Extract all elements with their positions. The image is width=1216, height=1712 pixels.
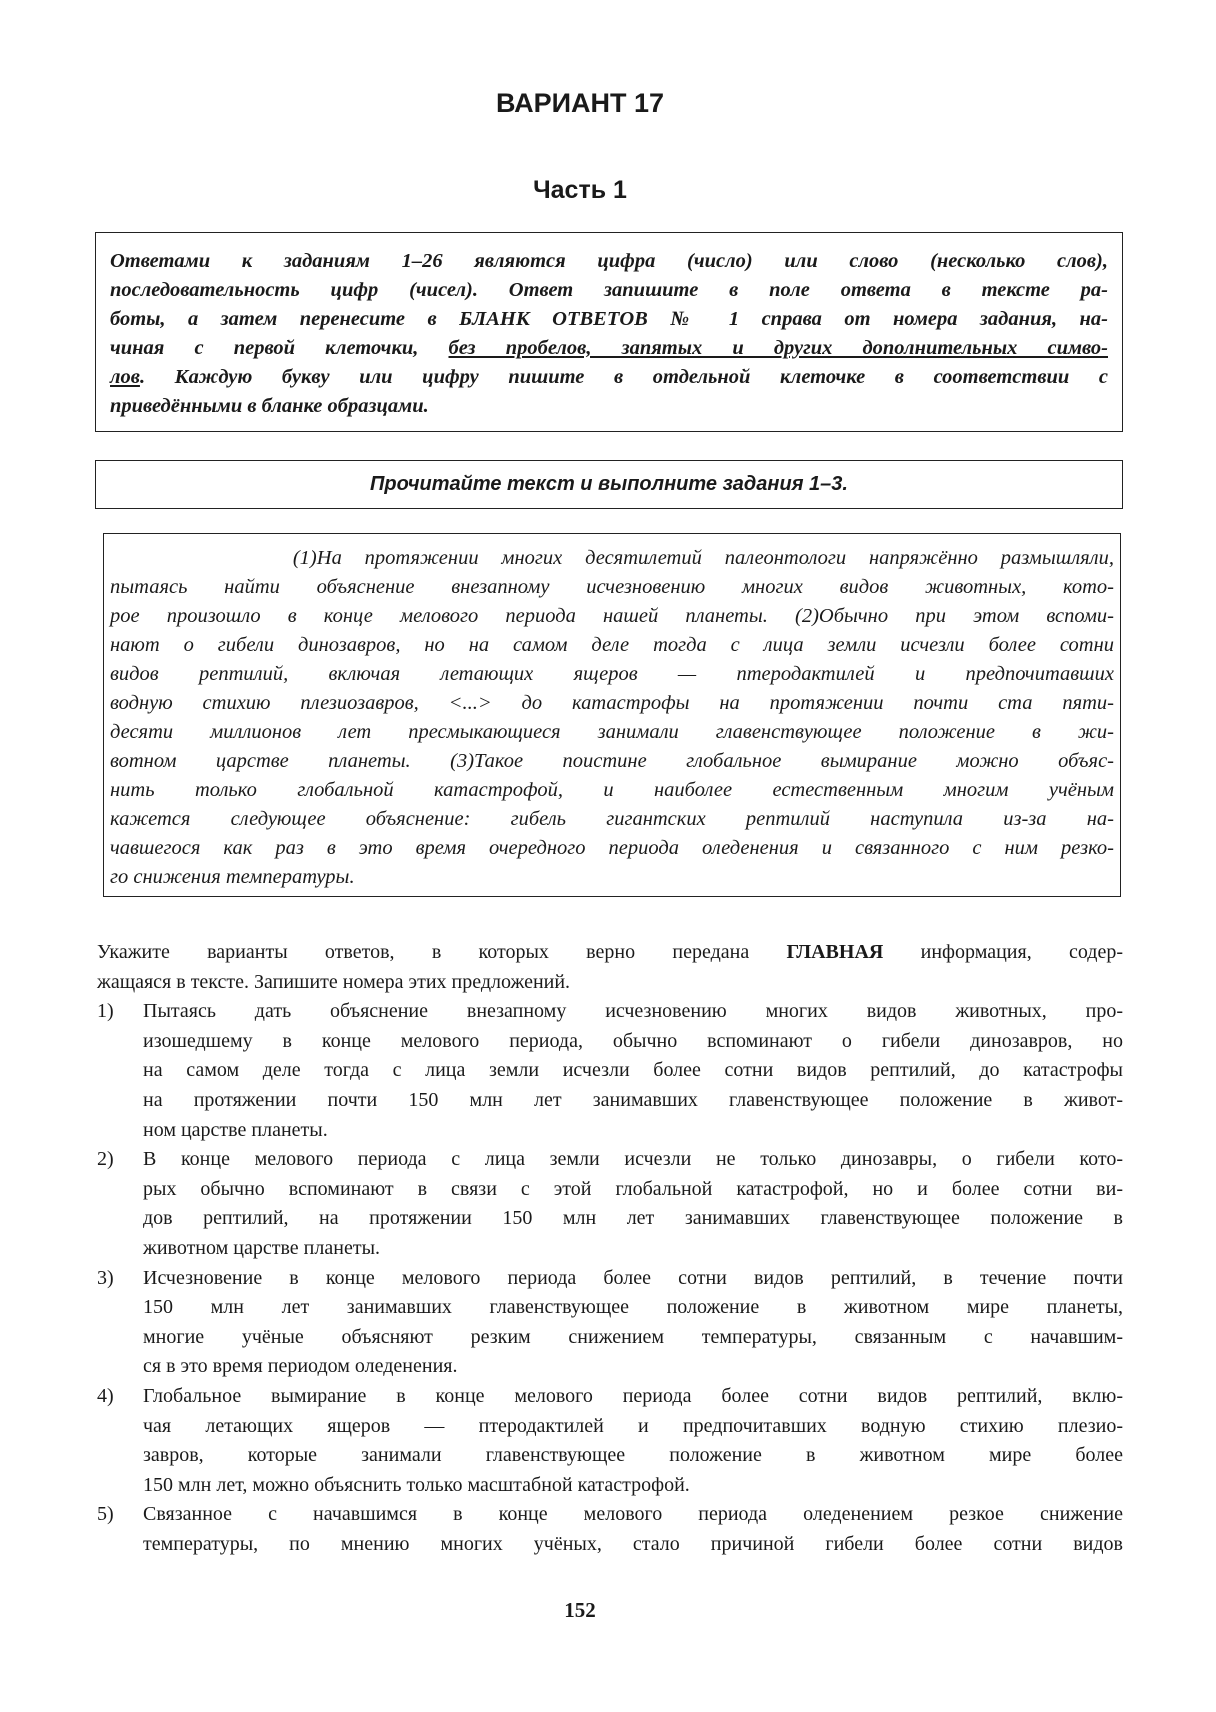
passage-line: видов рептилий, включая летающих ящеров — птеродактилей и предпочитавших: [110, 663, 1114, 685]
passage-line: чавшегося как раз в это время очередного периода оледенения и связанного с ним резко-: [110, 837, 1114, 859]
option-line: многие учёные объясняют резким снижением температуры, связанным с начавшим-: [143, 1325, 1123, 1348]
option-line: Пытаясь дать объяснение внезапному исчезновению многих видов животных, про-: [143, 1000, 1123, 1023]
text-segment: Укажите варианты ответов, в которых верно передана: [97, 941, 787, 963]
text-segment: жащаяся в тексте. Запишите номера этих предложений.: [97, 970, 571, 993]
question-text: [97, 938, 1123, 997]
option-line: ся в это время периодом оледенения.: [143, 1355, 458, 1378]
answer-options: [97, 997, 1123, 1559]
variant-title: ВАРИАНТ 17: [495, 88, 665, 118]
underlined-text: без пробелов, запятых и других дополнительных симво-: [448, 337, 1108, 359]
option-line: дов рептилий, на протяжении 150 млн лет занимавших главенствующее положение в: [143, 1207, 1123, 1230]
text-segment: информация, содер-: [883, 941, 1123, 963]
option-line: рых обычно вспоминают в связи с этой глобальной катастрофой, но и более сотни ви-: [143, 1177, 1123, 1200]
option-number: 3): [97, 1266, 114, 1289]
answer-option: [97, 1145, 1123, 1263]
question-section: [97, 938, 1123, 1559]
text-segment: . Каждую букву или цифру пишите в отдельной клеточке в соответствии с: [139, 366, 1108, 388]
option-line: Исчезновение в конце мелового периода более сотни видов рептилий, в течение почти: [143, 1266, 1123, 1289]
option-line: ном царстве планеты.: [143, 1118, 328, 1141]
option-line: Связанное с начавшимся в конце мелового периода оледенением резкое снижение: [143, 1503, 1123, 1526]
option-line: 150 млн лет, можно объяснить только масштабной катастрофой.: [143, 1473, 690, 1496]
bold-text: ГЛАВНАЯ: [786, 941, 884, 963]
text-segment: последовательность цифр (чисел). Ответ запишите в поле ответа в тексте ра-: [110, 279, 1108, 301]
passage-line: водную стихию плезиозавров, <...> до катастрофы на протяжении почти ста пяти-: [110, 692, 1114, 714]
option-line: завров, которые занимали главенствующее положение в животном мире более: [143, 1444, 1123, 1467]
option-line: на самом деле тогда с лица земли исчезли более сотни видов рептилий, до катастрофы: [143, 1059, 1123, 1082]
text-line: [110, 276, 1108, 305]
passage-line: пытаясь найти объяснение внезапному исчезновению многих видов животных, кото-: [110, 576, 1114, 598]
text-line: [110, 334, 1108, 363]
text-line: [110, 392, 1108, 421]
part-title: Часть 1: [533, 176, 627, 204]
option-number: 4): [97, 1384, 114, 1407]
option-number: 2): [97, 1148, 114, 1171]
underlined-text: лов: [110, 366, 140, 388]
option-number: 5): [97, 1503, 114, 1526]
answer-option: [97, 997, 1123, 1145]
text-line: [110, 363, 1108, 392]
text-line: [97, 938, 1123, 968]
reading-passage: [103, 533, 1121, 897]
option-line: температуры, по мнению многих учёных, стало причиной гибели более сотни видов: [143, 1532, 1123, 1555]
passage-line: десяти миллионов лет пресмыкающиеся занимали главенствующее положение в жи-: [110, 721, 1114, 743]
option-line: изошедшему в конце мелового периода, обычно вспоминают о гибели динозавров, но: [143, 1029, 1123, 1052]
answer-option: [97, 1264, 1123, 1382]
option-number: 1): [97, 1000, 114, 1023]
option-line: Глобальное вымирание в конце мелового периода более сотни видов рептилий, вклю-: [143, 1384, 1123, 1407]
text-segment: приведёнными в бланке образцами.: [110, 395, 429, 417]
answer-option: [97, 1382, 1123, 1500]
instructions-box: [95, 232, 1123, 432]
passage-line: рое произошло в конце мелового периода нашей планеты. (2)Обычно при этом вспоми-: [110, 605, 1114, 627]
passage-line: (1)На протяжении многих десятилетий палеонтологи напряжённо размышляли,: [110, 547, 1114, 569]
passage-line: кажется следующее объяснение: гибель гигантских рептилий наступила из-за на-: [110, 808, 1114, 830]
task-heading: Прочитайте текст и выполните задания 1–3.: [95, 460, 1123, 509]
option-line: животном царстве планеты.: [143, 1236, 381, 1259]
option-line: В конце мелового периода с лица земли исчезли не только динозавры, о гибели кото-: [143, 1148, 1123, 1171]
text-segment: чиная с первой клеточки,: [110, 337, 449, 359]
passage-line: нить только глобальной катастрофой, и наиболее естественным многим учёным: [110, 779, 1114, 801]
text-line: [110, 247, 1108, 276]
option-line: чая летающих ящеров — птеродактилей и предпочитавших водную стихию плезио-: [143, 1414, 1123, 1437]
text-line: [110, 305, 1108, 334]
passage-line: вотном царстве планеты. (3)Такое поистине глобальное вымирание можно объяс-: [110, 750, 1114, 772]
text-line: [97, 968, 1123, 998]
text-segment: Ответами к заданиям 1–26 являются цифра (число) или слово (несколько слов),: [110, 250, 1108, 272]
answer-option: [97, 1500, 1123, 1559]
option-line: на протяжении почти 150 млн лет занимавших главенствующее положение в живот-: [143, 1088, 1123, 1111]
passage-line: го снижения температуры.: [110, 866, 355, 888]
option-line: 150 млн лет занимавших главенствующее положение в животном мире планеты,: [143, 1296, 1123, 1319]
passage-line: нают о гибели динозавров, но на самом деле тогда с лица земли исчезли более сотни: [110, 634, 1114, 656]
page-number: 152: [564, 1598, 596, 1622]
text-segment: боты, а затем перенесите в БЛАНК ОТВЕТОВ № 1 справа от номера задания, на-: [110, 308, 1108, 330]
